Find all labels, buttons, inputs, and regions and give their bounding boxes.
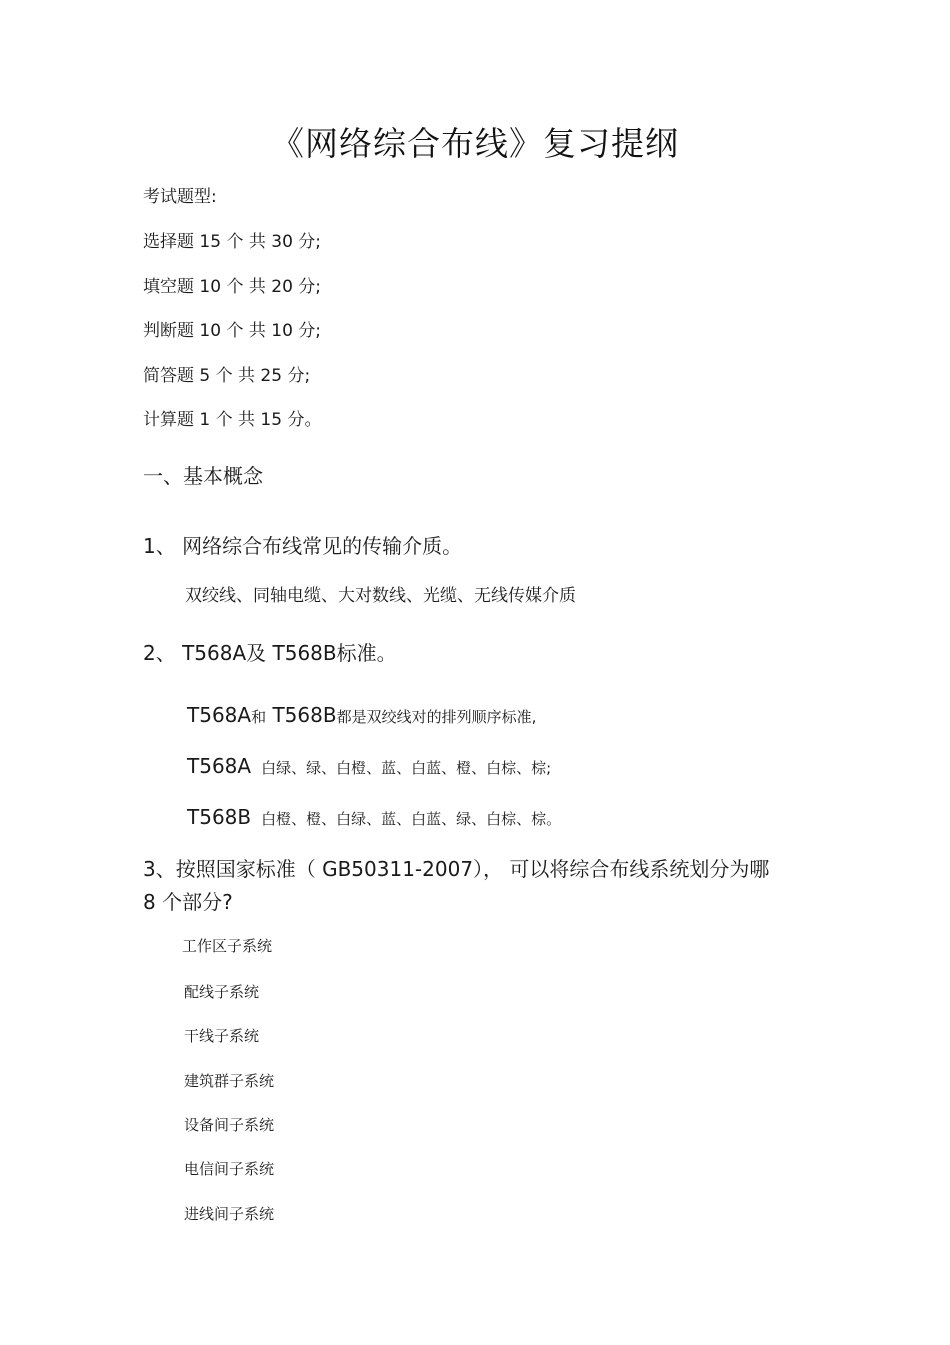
standard-description: [187, 703, 536, 727]
t568b-sequence: 白橙、橙、白绿、蓝、白蓝、绿、白棕、棕。: [261, 810, 562, 828]
section-heading-basic-concepts: 一、基本概念: [143, 464, 263, 488]
question-2: 2、 T568A及 T568B标准。: [143, 641, 397, 665]
subsystem-item: 建筑群子系统: [184, 1072, 275, 1090]
question-3-line2: 8 个部分?: [143, 890, 233, 914]
question-3-line1: 3、按照国家标准（ GB50311-2007）， 可以将综合布线系统划分为哪: [143, 857, 770, 881]
subsystem-item: 进线间子系统: [184, 1205, 275, 1223]
t568b-sequence-line: [187, 805, 561, 829]
standard-description-text: 都是双绞线对的排列顺序标准,: [336, 708, 537, 726]
subsystem-item: 电信间子系统: [184, 1160, 275, 1178]
exam-item-multiple-choice: 选择题 15 个 共 30 分;: [143, 232, 322, 252]
t568a-sequence: 白绿、绿、白橙、蓝、白蓝、橙、白棕、棕;: [261, 759, 552, 777]
exam-item-true-false: 判断题 10 个 共 10 分;: [143, 321, 322, 341]
t568a-code: T568A: [187, 754, 252, 778]
exam-types-heading: 考试题型:: [143, 187, 217, 207]
subsystem-item: 配线子系统: [184, 983, 260, 1001]
subsystem-item: 设备间子系统: [184, 1116, 275, 1134]
question-1: 1、 网络综合布线常见的传输介质。: [143, 534, 463, 558]
subsystem-item: 工作区子系统: [182, 937, 273, 955]
subsystem-item: 干线子系统: [184, 1027, 260, 1045]
t568a-sequence-line: [187, 754, 551, 778]
exam-item-fill-blank: 填空题 10 个 共 20 分;: [143, 277, 322, 297]
document-title: 《网络综合布线》复习提纲: [271, 124, 679, 163]
exam-item-calculation: 计算题 1 个 共 15 分。: [143, 410, 322, 430]
standard-and: 和: [251, 708, 267, 726]
t568b-code: T568B: [187, 805, 252, 829]
answer-1: 双绞线、同轴电缆、大对数线、光缆、无线传媒介质: [185, 586, 576, 606]
exam-item-short-answer: 简答题 5 个 共 25 分;: [143, 366, 311, 386]
standard-code-a: T568A: [187, 703, 252, 727]
standard-code-b: T568B: [272, 703, 337, 727]
